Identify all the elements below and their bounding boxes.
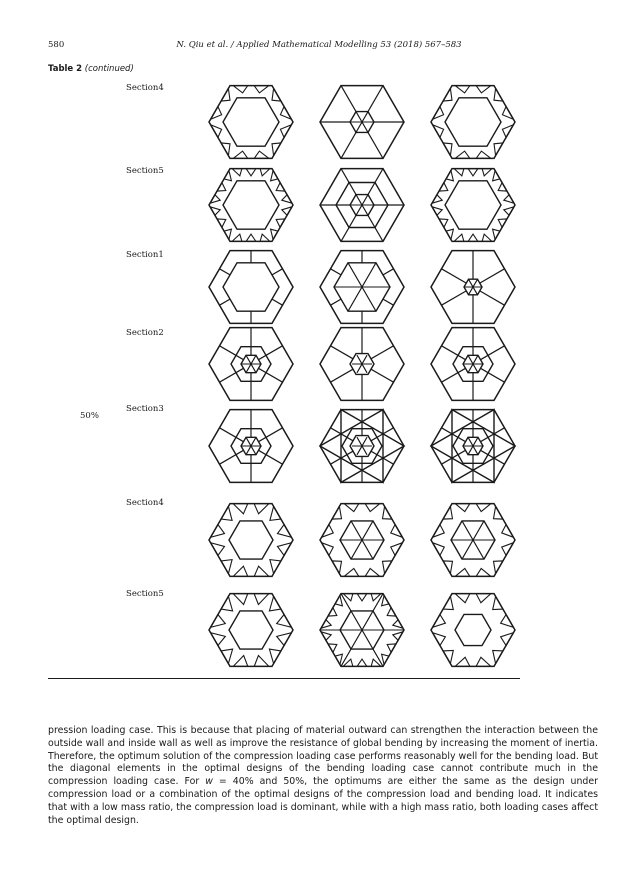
mass-ratio-label: 50% bbox=[80, 411, 99, 421]
design-r4-c2 bbox=[320, 328, 404, 401]
design-r7-c2 bbox=[320, 594, 404, 667]
row-label-6: Section4 bbox=[126, 498, 164, 508]
design-r2-c1 bbox=[209, 169, 293, 242]
design-r1-c3 bbox=[431, 86, 515, 159]
table-bottom-rule bbox=[48, 678, 520, 679]
design-r5-c2 bbox=[320, 410, 404, 483]
design-r7-c1 bbox=[209, 594, 293, 667]
design-r2-c2 bbox=[320, 169, 404, 242]
row-label-1: Section4 bbox=[126, 83, 164, 93]
page-number: 580 bbox=[48, 40, 65, 50]
design-r7-c3 bbox=[431, 594, 515, 667]
table-caption-label: Table 2 bbox=[48, 64, 83, 74]
design-r1-c2 bbox=[320, 86, 404, 159]
design-r5-c3 bbox=[431, 410, 515, 483]
design-r6-c3 bbox=[431, 504, 515, 577]
design-r3-c2 bbox=[320, 251, 404, 324]
w-symbol: w bbox=[205, 776, 213, 788]
design-r4-c3 bbox=[431, 328, 515, 401]
body-text-part-2: and 50%, the optimums are either the same as the design under compression load or a combination of the optimal designs of the compression load and bending load. It indicates that with a low mass ratio, the compression load is dominant, while with a high mass ratio, both loading cases affect the optimal design. bbox=[48, 776, 599, 826]
design-r5-c1 bbox=[209, 410, 293, 483]
design-r1-c1 bbox=[209, 86, 293, 159]
running-head: N. Qiu et al. / Applied Mathematical Modelling 53 (2018) 567–583 bbox=[176, 40, 462, 50]
design-r3-c1 bbox=[209, 251, 293, 324]
row-label-7: Section5 bbox=[126, 589, 164, 599]
row-label-4: Section2 bbox=[126, 328, 164, 338]
design-r6-c2 bbox=[320, 504, 404, 577]
design-r2-c3 bbox=[431, 169, 515, 242]
table-caption-continued: (continued) bbox=[84, 64, 134, 74]
body-text-part-1: pression loading case. This is because that placing of material outward can strengthen the interaction between the outside wall and inside wall as well as improve the resistance of global bending by increasing the moment of inertia. Therefore, the optimum solution of the compression loading case performs reasonably well for the bending load. But the diagonal elements in the optimal designs of the bending loading case cannot contribute much in the compression loading case. For bbox=[48, 725, 598, 788]
body-paragraph bbox=[48, 725, 598, 827]
w-value: = 40% bbox=[212, 776, 254, 788]
design-r3-c3 bbox=[431, 251, 515, 324]
row-label-5: Section3 bbox=[126, 404, 164, 414]
row-label-3: Section1 bbox=[126, 250, 164, 260]
design-r6-c1 bbox=[209, 504, 293, 577]
row-label-2: Section5 bbox=[126, 166, 164, 176]
design-r4-c1 bbox=[209, 328, 293, 401]
